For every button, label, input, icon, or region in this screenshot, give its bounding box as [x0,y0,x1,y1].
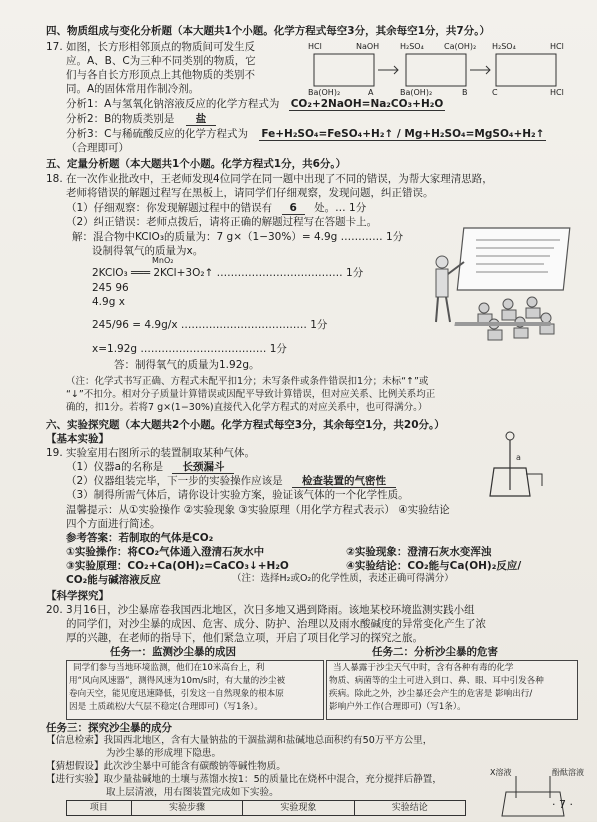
task-2-title: 任务二：分析沙尘暴的危害 [372,646,498,658]
solution-line-1: 解：混合物中KClO₃的质量为：7 g×（1−30%）= 4.9g ………… 1分 [72,231,404,243]
svg-text:a: a [516,453,521,462]
q17-line-4: 同。A的固体常用作制冷剂。 [66,83,200,95]
q18-error-count: 6 [282,202,305,215]
page-number: · 7 · [552,798,573,812]
task-1-title: 任务一：监测沙尘暴的成因 [110,646,236,658]
task-1-line-2: 用“风向风速器”，测得风速为10m/s时，有大量的沙尘被 [69,676,286,686]
q19-part-1: （1）仪器a的名称是 长颈漏斗 [66,460,234,474]
q17-diagram [306,40,574,102]
info-line-5: 取上层清液，用右图装置完成如下实验。 [106,787,279,798]
info-line-3: 【猜想假设】此次沙尘暴中可能含有碳酸钠等碱性物质。 [46,761,286,772]
solution-line-3: 2KClO₃ ═══ 2KCl+3O₂↑ ……………………………… 1分 [92,267,364,279]
reference-item-4: ④实验结论：CO₂能与Ca(OH)₂反应/ [346,560,522,572]
q17-line-3: 们与各自长方形顶点上其他物质的类别不 [66,69,255,81]
q20-line-2: 的同学们，对沙尘暴的成因、危害、成分、防护、治理以及雨水酸碱度的异常变化产生了浓 [66,618,486,630]
phenolphthalein-label: 酚酞溶液 [552,768,584,777]
info-line-2: 为沙尘暴的形成埋下隐患。 [106,748,222,759]
q19-part-3: （3）制得所需气体后，请你设计实验方案，验证该气体的一个化学性质。 [66,489,409,501]
reference-item-2: ②实验现象：澄清石灰水变浑浊 [346,546,492,558]
task-1-line-4: 因是 土质疏松/大气层不稳定(合理即可)（写1条）。 [69,702,263,712]
solution-line-5: 4.9g x [92,296,125,308]
q17-analysis-3: 分析3：C与稀硫酸反应的化学方程式为 Fe+H₂SO₄=FeSO₄+H₂↑ / Mg+H₂SO₄=MgSO₄+H₂↑ [66,128,545,140]
task-2-line-2: 物质、病菌等的尘土可进入到口、鼻、眼、耳中引发各种 [329,676,544,686]
q17-answer-2: 盐 [186,113,217,126]
experiment-table [66,800,466,816]
q17-answer-1: CO₂+2NaOH=Na₂CO₃+H₂O [290,98,444,110]
solution-answer: 答：制得氧气的质量为1.92g。 [114,359,260,371]
rectangles-diagram [306,40,574,102]
q17-line-2: 应。A、B、C为三种不同类别的物质，它 [66,55,256,67]
q20-line-3: 厚的兴趣，在老师的指导下，他们紧急立项，开启了项目化学习的探究之旅。 [66,632,423,644]
q18-line-2: 老师将错误的解题过程写在黑板上，请同学们仔细观察，发现问题，纠正错误。 [66,187,434,199]
gas-apparatus-image [486,430,546,502]
q19-answer-2: 检查装置的气密性 [292,475,396,488]
solution-line-2: 设制得氧气的质量为x。 [92,245,204,257]
task-1-line-3: 卷向天空，能见度迅速降低，引发这一自然现象的根本原 [69,689,284,699]
grading-note-1: （注：化学式书写正确、方程式未配平扣1分；未写条件或条件错误扣1分；未标“↑”或 [66,376,429,387]
diag-label-6: HCl [550,42,564,51]
basic-experiment-tag: 【基本实验】 [46,433,109,445]
q17-note: （合理即可） [66,142,129,154]
table-header: 实验结论 [354,801,465,816]
diag-label-1: HCl [308,42,322,51]
reference-note: （注：选择H₂或O₂的化学性质，表述正确可得满分） [232,573,454,584]
q19-answer-1: 长颈漏斗 [172,461,234,474]
reference-item-1: ①实验操作：将CO₂气体通入澄清石灰水中 [66,546,265,558]
table-header: 实验现象 [243,801,354,816]
info-line-1: 【信息检索】我国西北地区，含有大量钠盐的干涸盐湖和盐碱地总面积约有50万平方公里， [46,735,433,746]
solution-line-4: 245 96 [92,282,129,294]
diag-label-12: HCl [550,88,564,97]
diag-label-5: H₂SO₄ [492,42,516,51]
scientific-inquiry-tag: 【科学探究】 [46,590,109,602]
q17-analysis-2: 分析2：B的物质类别是 盐 [66,112,216,126]
reference-answer: 参考答案：若制取的气体是CO₂ [66,532,214,544]
q17-answer-3: Fe+H₂SO₄=FeSO₄+H₂↑ / Mg+H₂SO₄=MgSO₄+H₂↑ [261,128,545,140]
section-4-header: 四、物质组成与变化分析题（本大题共1个小题。化学方程式每空3分，其余每空1分，共7分。） [46,25,490,37]
info-line-4: 【进行实验】取少量盐碱地的土壤与蒸馏水按1：5的质量比在烧杯中混合，充分搅拌后静置， [46,774,442,785]
table-header: 实验步骤 [131,801,242,816]
diag-label-7: Ba(OH)₂ [308,88,341,97]
diag-label-11: C [492,88,498,97]
gas-apparatus [486,430,546,502]
x-solution-label: X溶液 [490,768,512,777]
solution-line-7: x=1.92g ……………………………… 1分 [92,343,287,355]
reference-item-3: ③实验原理：CO₂+Ca(OH)₂=CaCO₃↓+H₂O [66,560,289,572]
q18-correct: （2）纠正错误：老师点拨后，请将正确的解题过程写在答题卡上。 [66,216,378,228]
q19-part-2: （2）仪器组装完毕，下一步的实验操作应该是 检查装置的气密性 [66,474,396,488]
q17-line-1: 17. 如图，长方形相邻顶点的物质间可发生反 [46,41,256,53]
diag-label-2: NaOH [356,42,380,51]
q19-line: 19. 实验室用右图所示的装置制取某种气体。 [46,447,256,459]
section-6-header: 六、实验探究题（本大题共2个小题。化学方程式每空3分，其余每空1分，共20分。） [46,419,445,431]
task-2-box [326,660,578,720]
hint-line-1: 温馨提示：从①实验操作 ②实验现象 ③实验原理（用化学方程式表示） ④实验结论 [66,504,450,516]
grading-note-3: 确的，扣1分。若将7 g×(1−30%)直接代入化学方程式的对应关系中，也可得满分。） [66,402,428,413]
task-1-line-1: 同学们参与当地环境监测，他们在10米高台上，利 [73,663,265,673]
task-3-title: 任务三：探究沙尘暴的成分 [46,722,172,734]
task-1-box [66,660,324,720]
diag-label-9: Ba(OH)₂ [400,88,433,97]
solution-line-6: 245/96 = 4.9g/x ……………………………… 1分 [92,319,328,331]
table-header-row [67,801,466,816]
hint-line-2: 四个方面进行简述。 [66,518,161,530]
diag-label-4: Ca(OH)₂ [444,42,477,51]
teacher-blackboard-image [424,226,574,346]
task-2-line-3: 疾病。除此之外，沙尘暴还会产生的危害是 影响出行/ [329,689,533,699]
q18-line-1: 18. 在一次作业批改中，王老师发现4位同学在同一题中出现了不同的错误，为帮大家理清思路， [46,173,493,185]
task-2-line-1: 当人暴露于沙尘天气中时，含有各种有毒的化学 [333,663,514,673]
q17-analysis-1: 分析1：A与氢氧化钠溶液反应的化学方程式为 CO₂+2NaOH=Na₂CO₃+H₂O [66,98,444,110]
table-header: 项目 [67,801,132,816]
reference-item-5: CO₂能与碱溶液反应 [66,574,161,586]
diag-label-3: H₂SO₄ [400,42,424,51]
task-2-line-4: 影响户外工作(合理即可)（写1条）。 [329,702,466,712]
blackboard-illustration [424,226,574,346]
q18-observe: （1）仔细观察：你发现解题过程中的错误有 6 处。… 1分 [66,202,367,214]
section-5-header: 五、定量分析题（本大题共1个小题。化学方程式1分，共6分。） [46,158,347,170]
catalyst-label: MnO₂ [152,256,174,265]
grading-note-2: “↓”不扣分。相对分子质量计算错误或因配平导致计算错误，但对应关系、比例关系均正 [66,389,436,400]
diag-label-8: A [368,88,374,97]
q20-line-1: 20. 3月16日，沙尘暴席卷我国西北地区，次日多地又遇到降雨。该地某校环境监测实践小组 [46,604,475,616]
diag-label-10: B [462,88,468,97]
